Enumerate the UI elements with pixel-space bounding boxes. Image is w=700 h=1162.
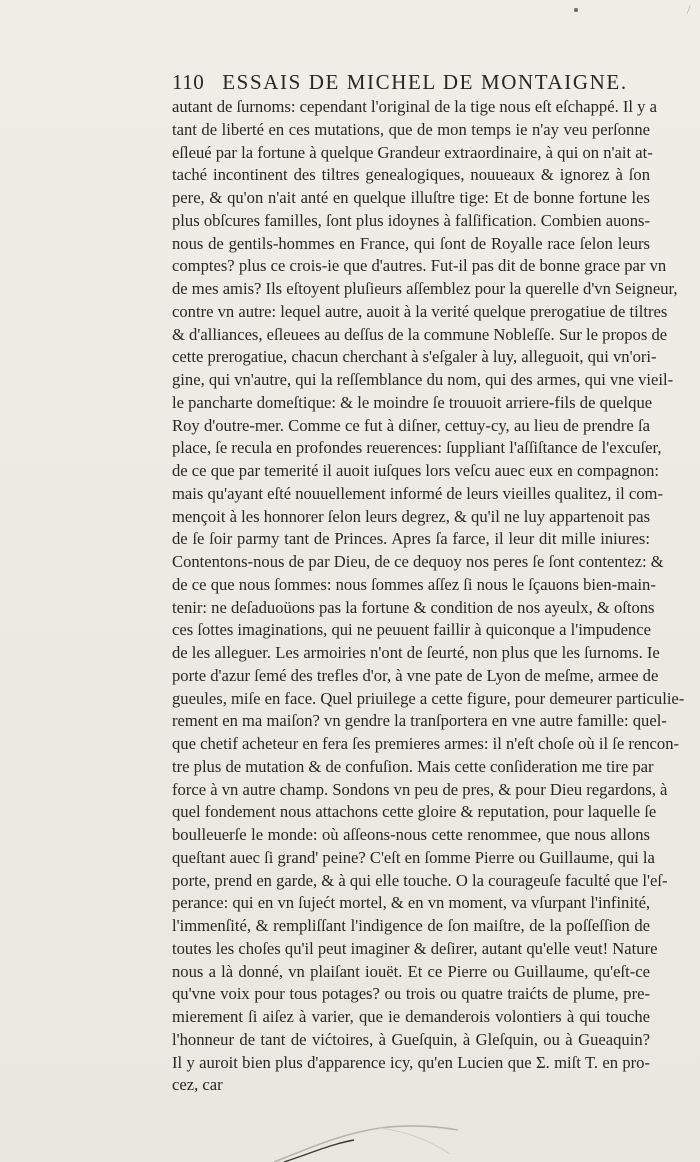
text-line: de mes amis? Ils eſtoyent pluſieurs aſſemblez pour la querelle d'vn Seigneur, bbox=[172, 279, 678, 298]
text-line: eſleué par la fortune à quelque Grandeur extraordinaire, à qui on n'ait at- bbox=[172, 142, 653, 162]
text-line: tre plus de mutation & de confuſion. Mais cette conſideration me tire par bbox=[172, 756, 654, 776]
text-line: tenir: ne deſaduoüons pas la fortune & condition de nos ayeulx, & oſtons bbox=[172, 597, 655, 617]
text-line: autant de ſurnoms: cependant l'original de la tige nous eſt eſchappé. Il y a bbox=[172, 97, 657, 116]
text-line: boulleuerſe le monde: où aſſeons-nous cette renommee, que nous allons bbox=[172, 825, 650, 844]
text-line: tant de liberté en ces mutations, que de mon temps ie n'ay veu perſonne bbox=[172, 119, 650, 139]
text-line: l'honneur de tant de vićtoires, à Gueſquin, à Gleſquin, ou à Gueaquin? bbox=[172, 1029, 650, 1049]
text-line: queſtant auec ſi grand' peine? C'eſt en ſomme Pierre ou Guillaume, qui la bbox=[172, 847, 655, 867]
text-line: pere, & qu'on n'ait anté en quelque illuſtre tige: Et de bonne fortune les bbox=[172, 188, 650, 207]
text-line: taché incontinent des tiltres genealogiques, nouueaux & ignorez à ſon bbox=[172, 165, 650, 185]
text-line: place, ſe recula en profondes reuerences: ſuppliant l'aſſiſtance de l'excuſer, bbox=[172, 438, 662, 458]
text-line: nous de gentils-hommes en France, qui ſont de Royalle race ſelon leurs bbox=[172, 233, 650, 253]
text-line: comptes? plus ce crois-ie que d'autres. Fut-il pas dit de bonne grace par vn bbox=[172, 256, 667, 276]
page-number: 110 bbox=[172, 70, 205, 94]
text-line: Il y auroit bien plus d'apparence icy, qu'en Lucien que Σ. miſt T. en pro- bbox=[172, 1052, 650, 1072]
text-line: ces ſottes imaginations, qui ne peuuent faillir à quiconque a l'impudence bbox=[172, 620, 651, 640]
text-line: perance: qui en vn ſujećt mortel, & en vn moment, va vſurpant l'infinité, bbox=[172, 893, 651, 913]
text-line: de ce que par temerité il auoit iuſques lors veſcu auec eux en compagnon: bbox=[172, 461, 660, 480]
text-line: mierement ſi aiſez à varier, que ie demanderois volontiers à qui touche bbox=[172, 1007, 650, 1026]
text-line: porte d'azur ſemé des trefles d'or, à vne pate de Lyon de meſme, armee de bbox=[172, 665, 659, 685]
text-line: l'immenſité, & rempliſſant l'indigence de ſon maiſtre, de la poſſeſſion de bbox=[172, 916, 650, 935]
body-text bbox=[172, 96, 685, 1097]
text-line: le pancharte domeſtique: & le moindre ſe trouuoit arriere-fils de quelque bbox=[172, 392, 653, 412]
running-title: ESSAIS DE MICHEL DE MONTAIGNE. bbox=[222, 70, 628, 94]
text-line: mençoit à les honnorer ſelon leurs degrez, & qu'il ne luy appartenoit pas bbox=[172, 506, 651, 526]
page-curl-shadow bbox=[270, 1118, 460, 1162]
text-line: plus obſcures familles, ſont plus idoynes à falſification. Combien auons- bbox=[172, 210, 650, 230]
text-line: rement en ma maiſon? vn gendre la tranſportera en vne autre famille: quel- bbox=[172, 711, 667, 731]
text-line: porte, prend en garde, & à qui elle touche. O la courageuſe faculté que l'eſ- bbox=[172, 870, 668, 890]
text-line: & d'alliances, eſleuees au deſſus de la commune Nobleſſe. Sur le propos de bbox=[172, 324, 668, 344]
text-line: mais qu'ayant eſté nouuellement informé de leurs vieilles qualitez, il com- bbox=[172, 483, 663, 503]
text-line: force à vn autre champ. Sondons vn peu de pres, & pour Dieu regardons, à bbox=[172, 779, 668, 799]
text-line: de ſe ſoir parmy tant de Princes. Apres ſa farce, il leur dit mille iniures: bbox=[172, 529, 650, 549]
text-line: qu'vne voix pour tous potages? ou trois ou quatre traićts de plume, pre- bbox=[172, 984, 650, 1004]
ink-dot bbox=[574, 8, 578, 12]
running-head bbox=[172, 70, 642, 95]
text-line: nous a là donné, vn plaiſant iouët. Et ce Pierre ou Guillaume, qu'eſt-ce bbox=[172, 961, 650, 981]
text-line: cette prerogatiue, chacun cherchant à s'eſgaler à luy, alleguoit, qui vn'ori- bbox=[172, 347, 657, 367]
text-line: quel fondement nous attachons cette gloire & reputation, pour laquelle ſe bbox=[172, 802, 657, 822]
corner-pencil-mark: ⁄ bbox=[686, 3, 692, 17]
text-line: cez, car bbox=[172, 1075, 223, 1095]
text-line: que chetif acheteur en fera ſes premieres armes: il n'eſt choſe où il ſe rencon- bbox=[172, 734, 680, 753]
text-line: Contentons-nous de par Dieu, de ce dequoy nos peres ſe ſont contentez: & bbox=[172, 552, 664, 571]
text-line: contre vn autre: lequel autre, auoit à la verité quelque prerogatiue de tiltres bbox=[172, 301, 668, 321]
text-line: gueules, miſe en face. Quel priuilege a cette figure, pour demeurer particulie- bbox=[172, 688, 685, 708]
text-line: de les alleguer. Les armoiries n'ont de ſeurté, non plus que les ſurnoms. Ie bbox=[172, 643, 660, 662]
text-line: de ce que nous ſommes: nous ſommes aſſez ſi nous le ſçauons bien-main- bbox=[172, 574, 656, 594]
text-line: gine, qui vn'autre, qui la reſſemblance du nom, qui des armes, qui vne vieil- bbox=[172, 370, 674, 389]
text-line: Roy d'outre-mer. Comme ce fut à diſner, cettuy-cy, au lieu de prendre ſa bbox=[172, 415, 650, 435]
text-line: toutes les choſes qu'il peut imaginer & deſirer, autant qu'elle veut! Nature bbox=[172, 938, 658, 958]
